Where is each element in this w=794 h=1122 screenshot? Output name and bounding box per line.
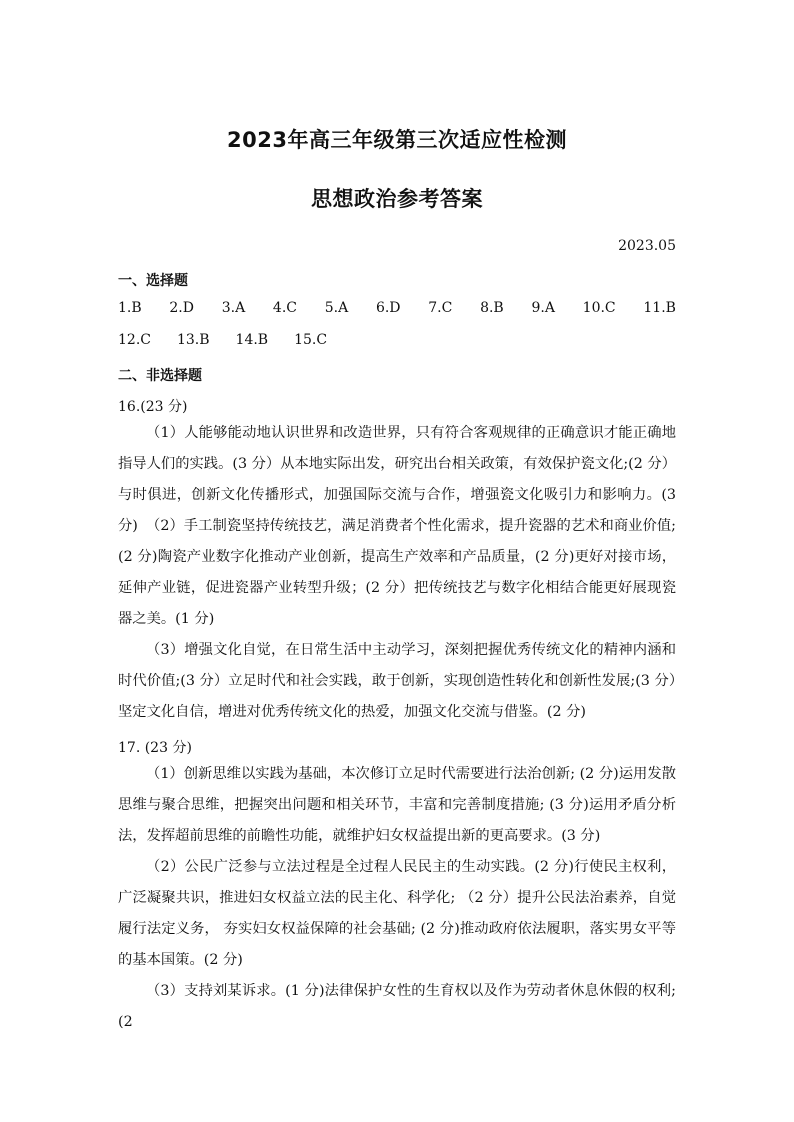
document-subtitle: 思想政治参考答案: [311, 187, 483, 211]
choice-answer: 15.C: [294, 332, 328, 348]
document-title: 2023年高三年级第三次适应性检测: [227, 128, 567, 152]
question-17-answer-3: （3）支持刘某诉求。(1 分)法律保护女性的生育权以及作为劳动者休息休假的权利; (2: [118, 983, 676, 1030]
section-heading-choice: 一、选择题: [118, 273, 188, 289]
choice-answer: 4.C: [272, 300, 297, 316]
choice-answer: 1.B: [118, 300, 142, 316]
document-date: 2023.05: [618, 238, 676, 254]
choice-answer: 12.C: [118, 332, 151, 348]
choice-answer: 2.D: [169, 300, 194, 316]
choice-answers-row-1: [118, 300, 676, 320]
choice-answers-row-2: [118, 332, 676, 352]
choice-answer: 11.B: [643, 300, 676, 316]
choice-answer: 9.A: [531, 300, 555, 316]
choice-answer: 6.D: [375, 300, 401, 316]
question-16-answer-1: （1）人能够能动地认识世界和改造世界，只有符合客观规律的正确意识才能正确地指导人们的实践。(3 分）从本地实际出发，研究出台相关政策，有效保护瓷文化;(2 分）与时俱进，创新文化传播形式，加强国际交流与合作，增强瓷文化吸引力和影响力。(3 分): [118, 425, 676, 534]
choice-answer: 5.A: [324, 300, 349, 316]
question-16-answer-3: （3）增强文化自觉，在日常生活中主动学习，深刻把握优秀传统文化的精神内涵和时代价值;(3 分）立足时代和社会实践，敢于创新，实现创造性转化和创新性发展;(3 分）坚定文化自信，增进对优秀传统文化的热爱，加强文化交流与借鉴。(2 分): [118, 642, 676, 720]
question-16-header: 16.(23 分): [118, 399, 188, 415]
question-17-answer-1: （1）创新思维以实践为基础，本次修订立足时代需要进行法治创新; (2 分)运用发散思维与聚合思维，把握突出问题和相关环节，丰富和完善制度措施; (3 分)运用矛盾分析法，发挥超前思维的前瞻性功能，就维护妇女权益提出新的更高要求。(3 分): [118, 766, 676, 844]
section-heading-nonchoice: 二、非选择题: [118, 368, 202, 384]
question-17-answer-2: （2）公民广泛参与立法过程是全过程人民民主的生动实践。(2 分)行使民主权利，广泛凝聚共识，推进妇女权益立法的民主化、科学化; （2 分）提升公民法治素养，自觉履行法定义务， 夯实妇女权益保障的社会基础; (2 分)推动政府依法履职，落实男女平等的基本国策。(2 分): [118, 859, 676, 968]
choice-answer: 8.B: [480, 300, 504, 316]
choice-answer: 7.C: [428, 300, 453, 316]
choice-answer: 10.C: [582, 300, 616, 316]
choice-answer: 14.B: [235, 332, 269, 348]
choice-answer: 13.B: [176, 332, 210, 348]
question-17-header: 17. (23 分): [118, 740, 192, 756]
choice-answer: 3.A: [221, 300, 246, 316]
question-16-answer-2: （2）手工制瓷坚持传统技艺，满足消费者个性化需求，提升瓷器的艺术和商业价值;(2 分)陶瓷产业数字化推动产业创新，提高生产效率和产品质量，(2 分)更好对接市场，延伸产业链，促进瓷器产业转型升级；(2 分）把传统技艺与数字化相结合能更好展现瓷器之美。(1 分): [118, 518, 676, 627]
